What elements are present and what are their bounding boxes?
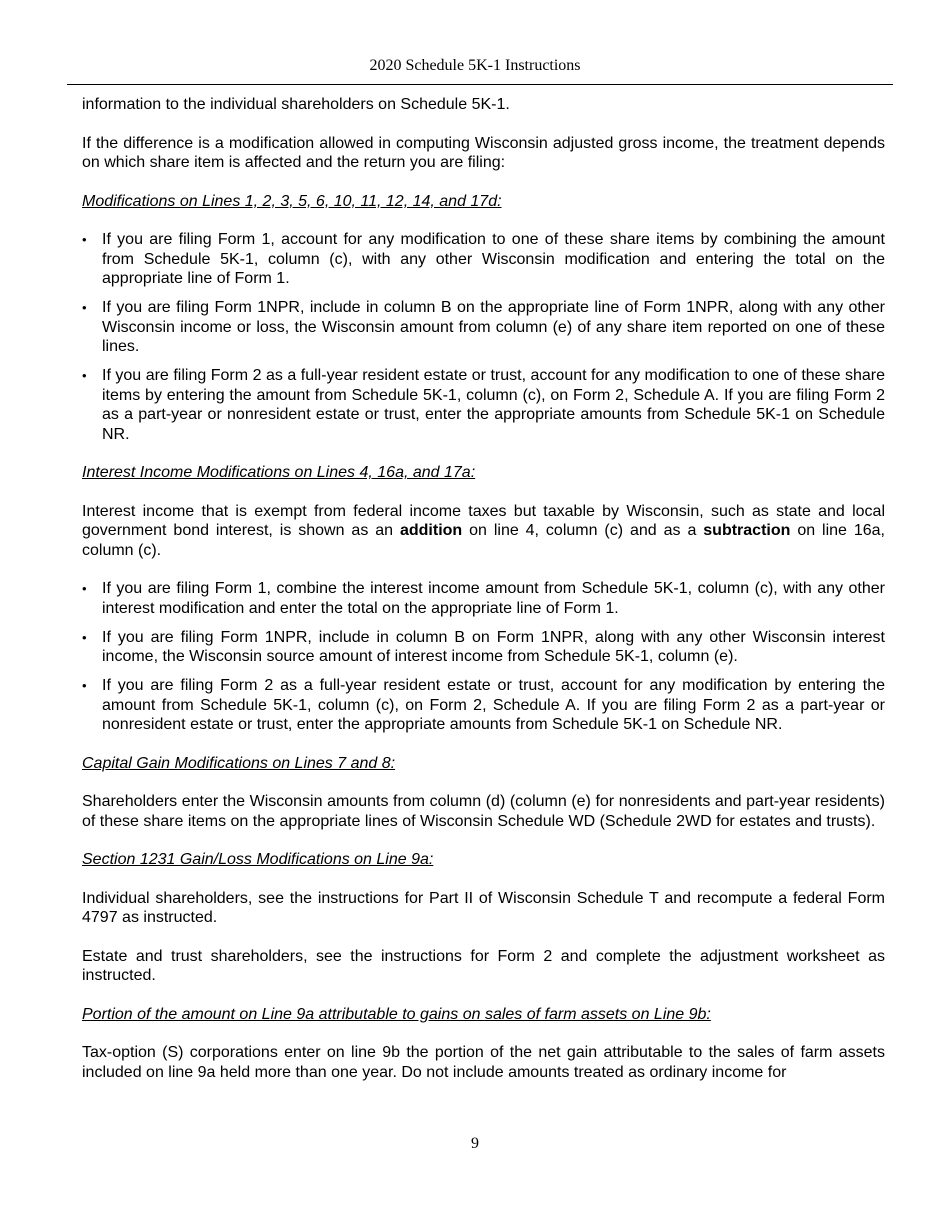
interest-bullet-list	[82, 579, 885, 735]
section-1231-heading: Section 1231 Gain/Loss Modifications on Line 9a:	[82, 851, 434, 868]
list-item: • If you are filing Form 1NPR, include in column B on the appropriate line of Form 1NPR, along with any other Wisconsin income or loss, the Wisconsin amount from column (e) of any share item reported on one of these lines.	[82, 298, 885, 357]
interest-text-1: Interest income that is exempt from federal income taxes but taxable by Wisconsin, such as state and local government bond interest, is shown as an	[82, 502, 885, 539]
interest-income-heading: Interest Income Modifications on Lines 4, 16a, and 17a:	[82, 464, 476, 481]
modifications-heading-text: Modifications on Lines 1, 2, 3, 5, 6, 10, 11, 12, 14, and 17d	[82, 192, 498, 210]
farm-heading-part-2: sales of farm assets on Line 9b:	[484, 1005, 711, 1023]
farm-assets-heading	[82, 1005, 885, 1025]
interest-income-paragraph	[82, 502, 885, 561]
section-1231-paragraph-2: Estate and trust shareholders, see the instructions for Form 2 and complete the adjustment worksheet as instructed.	[82, 947, 885, 984]
subtraction-term: subtraction	[703, 522, 791, 539]
interest-text-2: on line 4, column (c) and as a	[462, 522, 704, 539]
addition-term: addition	[399, 522, 463, 539]
list-item: • If you are filing Form 2 as a full-year resident estate or trust, account for any modification by entering the amount from Schedule 5K-1, column (c), on Form 2, Schedule A. If you are filing Form 2 as a part-year or nonresident estate or trust, enter the appropriate amounts from Schedule 5K-1 on Schedule NR.	[82, 676, 885, 735]
section-1231-paragraph-1: Individual shareholders, see the instructions for Part II of Wisconsin Schedule T and recompute a federal Form 4797 as instructed.	[82, 889, 885, 926]
list-item: • If you are filing Form 1, combine the interest income amount from Schedule 5K-1, column (c), with any other interest modification and enter the total on the appropriate line of Form 1.	[82, 579, 885, 618]
page-header: 2020 Schedule 5K-1 Instructions	[369, 57, 581, 74]
capital-gain-paragraph: Shareholders enter the Wisconsin amounts from column (d) (column (e) for nonresidents and part-year residents) of these share items on the appropriate lines of Wisconsin Schedule WD (Schedule 2WD for estates and trusts).	[82, 793, 885, 830]
farm-assets-paragraph: Tax-option (S) corporations enter on line 9b the portion of the net gain attributable to the sales of farm assets included on line 9a held more than one year. Do not include amounts treated as ordinary income for	[82, 1044, 885, 1081]
modifications-heading-colon: :	[497, 192, 502, 210]
list-item: • If you are filing Form 1NPR, include in column B on Form 1NPR, along with any other Wisconsin interest income, the Wisconsin source amount of interest income from Schedule 5K-1, column (e).	[82, 628, 885, 667]
interest-text-3: on line 16a, column (c).	[82, 522, 886, 559]
farm-heading-part-1: Portion of the amount on Line 9a attributable to gains on	[82, 1005, 481, 1023]
intro-paragraph-1: information to the individual shareholders on Schedule 5K-1.	[82, 96, 510, 113]
capital-gain-heading: Capital Gain Modifications on Lines 7 and 8:	[82, 754, 396, 772]
intro-paragraph-2: If the difference is a modification allowed in computing Wisconsin adjusted gross income, the treatment depends on which share item is affected and the return you are filing:	[82, 134, 885, 171]
modifications-heading	[82, 192, 885, 212]
list-item: • If you are filing Form 1, account for any modification to one of these share items by combining the amount from Schedule 5K-1, column (c), with any other Wisconsin modification and entering the total on the appropriate line of Form 1.	[82, 230, 885, 289]
page-number: 9	[471, 1135, 479, 1152]
header-divider	[67, 84, 893, 85]
document-body	[82, 95, 885, 1101]
modifications-bullet-list	[82, 230, 885, 444]
list-item: • If you are filing Form 2 as a full-year resident estate or trust, account for any modification to one of these share items by entering the amount from Schedule 5K-1, column (c), on Form 2, Schedule A. If you are filing Form 2 as a part-year or nonresident estate or trust, enter the appropriate amounts from Schedule 5K-1 on Schedule NR.	[82, 366, 885, 444]
